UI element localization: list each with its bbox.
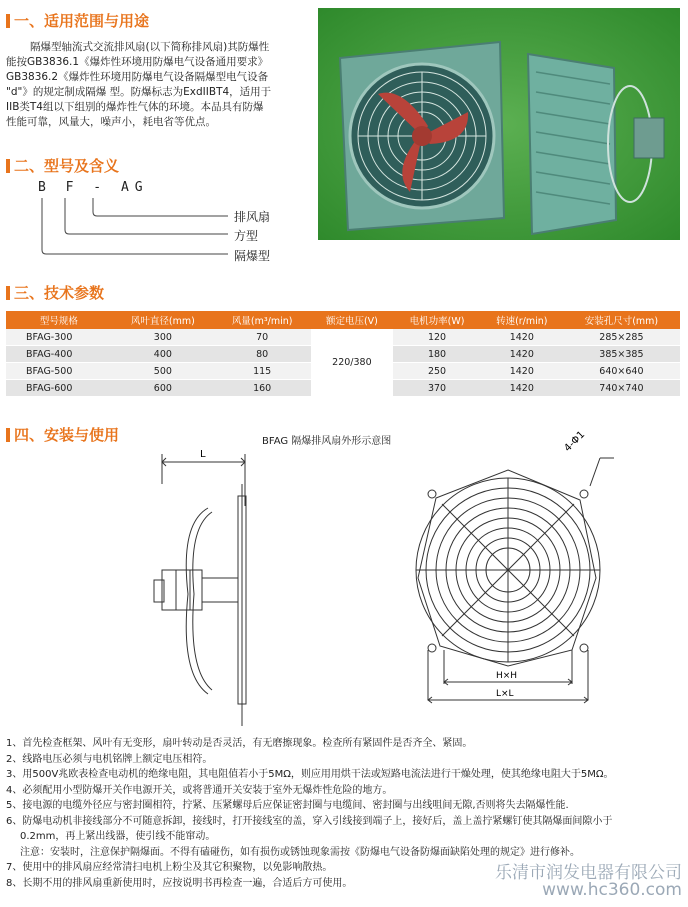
col-speed: 转速(r/min) [481,311,563,329]
cell-model: BFAG-600 [6,380,112,397]
front-view-drawing [400,429,620,722]
intro-line: 能按GB3836.1《爆炸性环境用防爆电气设备通用要求》 [6,56,269,68]
col-airflow: 风量(m³/min) [214,311,311,329]
cell-hole: 640×640 [563,363,680,380]
model-label-explosion-proof: 隔爆型 [234,249,271,263]
cell-airflow: 80 [214,346,311,363]
side-view-drawing [150,444,270,734]
cell-power: 180 [393,346,480,363]
col-blade-diameter: 风叶直径(mm) [112,311,214,329]
cell-voltage: 220/380 [311,329,394,397]
cell-model: BFAG-400 [6,346,112,363]
cell-diameter: 300 [112,329,214,346]
model-code-diagram [0,172,300,272]
instruction-line: 7、使用中的排风扇应经常清扫电机上粉尘及其它积聚物，以免影响散热。 [6,862,333,873]
product-photo [318,8,680,240]
section-title-usage: 一、适用范围与用途 [6,10,149,31]
cell-speed: 1420 [481,346,563,363]
cell-speed: 1420 [481,363,563,380]
section-title-specs: 三、技术参数 [6,282,104,303]
hh-label: H×H [496,671,518,681]
table-row [6,329,680,346]
cell-diameter: 500 [112,363,214,380]
intro-line: 性能可靠，风量大，噪声小，耗电省等优点。 [6,116,216,128]
cell-diameter: 600 [112,380,214,397]
cell-airflow: 160 [214,380,311,397]
cell-model: BFAG-300 [6,329,112,346]
cell-power: 120 [393,329,480,346]
ll-label: L×L [496,689,514,699]
intro-line: 隔爆型轴流式交流排风扇(以下简称排风扇)其防爆性 [30,41,270,53]
cell-airflow: 115 [214,363,311,380]
cell-hole: 740×740 [563,380,680,397]
cell-hole: 285×285 [563,329,680,346]
intro-line: IIB类T4组以下组别的爆炸性气体的环境。本品具有防爆 [6,101,264,113]
spec-table [6,311,680,397]
col-voltage: 额定电压(V) [311,311,394,329]
model-label-fan: 排风扇 [234,210,271,224]
section-title-install: 四、安装与使用 [6,424,119,445]
col-power: 电机功率(W) [393,311,480,329]
cell-power: 370 [393,380,480,397]
instruction-line: 注意：安装时，注意保护隔爆面。不得有磕碰伤，如有损伤或锈蚀现象需按《防爆电气设备防爆面缺陷处理的规定》进行修补。 [20,846,580,858]
cell-power: 250 [393,363,480,380]
col-model: 型号规格 [6,311,112,329]
section-title-model: 二、型号及含义 [6,155,119,176]
cell-speed: 1420 [481,329,563,346]
diagram-title: BFAG 隔爆排风扇外形示意图 [262,436,392,447]
cell-airflow: 70 [214,329,311,346]
instruction-line: 1、首先检查框架、风叶有无变形，扇叶转动是否灵活，有无磨擦现象。检查所有紧固件是否齐全、紧固。 [6,738,473,749]
watermark-company: 乐清市润发电器有限公司 [495,863,682,883]
cell-diameter: 400 [112,346,214,363]
model-code: B F - AG [38,180,149,195]
side-length-label: L [200,449,206,460]
instruction-line: 2、线路电压必须与电机铭牌上额定电压相符。 [6,753,213,765]
intro-line: GB3836.2《爆炸性环境用防爆电气设备隔爆型电气设备 [6,71,269,83]
col-hole-size: 安装孔尺寸(mm) [563,311,680,329]
instruction-line: 6、防爆电动机非接线部分不可随意拆卸，接线时，打开接线室的盖，穿入引线接到端子上，接好后，盖上盖拧紧螺钉使其隔爆面间隙小于 [6,815,613,827]
model-label-square: 方型 [234,229,259,243]
instruction-line: 3、用500V兆欧表检查电动机的绝缘电阻，其电阻值若小于5MΩ，则应用用烘干法或短路电流法进行干燥处理，使其绝缘电阻大于5MΩ。 [6,769,614,780]
instruction-line: 8、长期不用的排风扇重新使用时，应按说明书再检查一遍，合适后方可使用。 [6,877,353,889]
cell-speed: 1420 [481,380,563,397]
cell-model: BFAG-500 [6,363,112,380]
spec-table-header [6,311,680,329]
intro-line: "d"》的规定制成隔爆 型。防爆标志为ExdIIBT4，适用于 [6,86,272,98]
hole-label: 4-Φ1 [562,429,588,455]
instruction-line: 4、必须配用小型防爆开关作电源开关，或将普通开关安装于室外无爆炸性危险的地方。 [6,784,393,796]
intro-paragraph [6,40,306,130]
cell-hole: 385×385 [563,346,680,363]
watermark-site: www.hc360.com [542,880,682,900]
instruction-line: 0.2mm，再上紧出线器，使引线不能窜动。 [20,831,216,842]
instruction-line: 5、接电源的电缆外径应与密封圈相符，拧紧、压紧螺母后应保证密封圈与电缆间、密封圈与出线咀间无隙,否则将失去隔爆性能. [6,800,569,811]
